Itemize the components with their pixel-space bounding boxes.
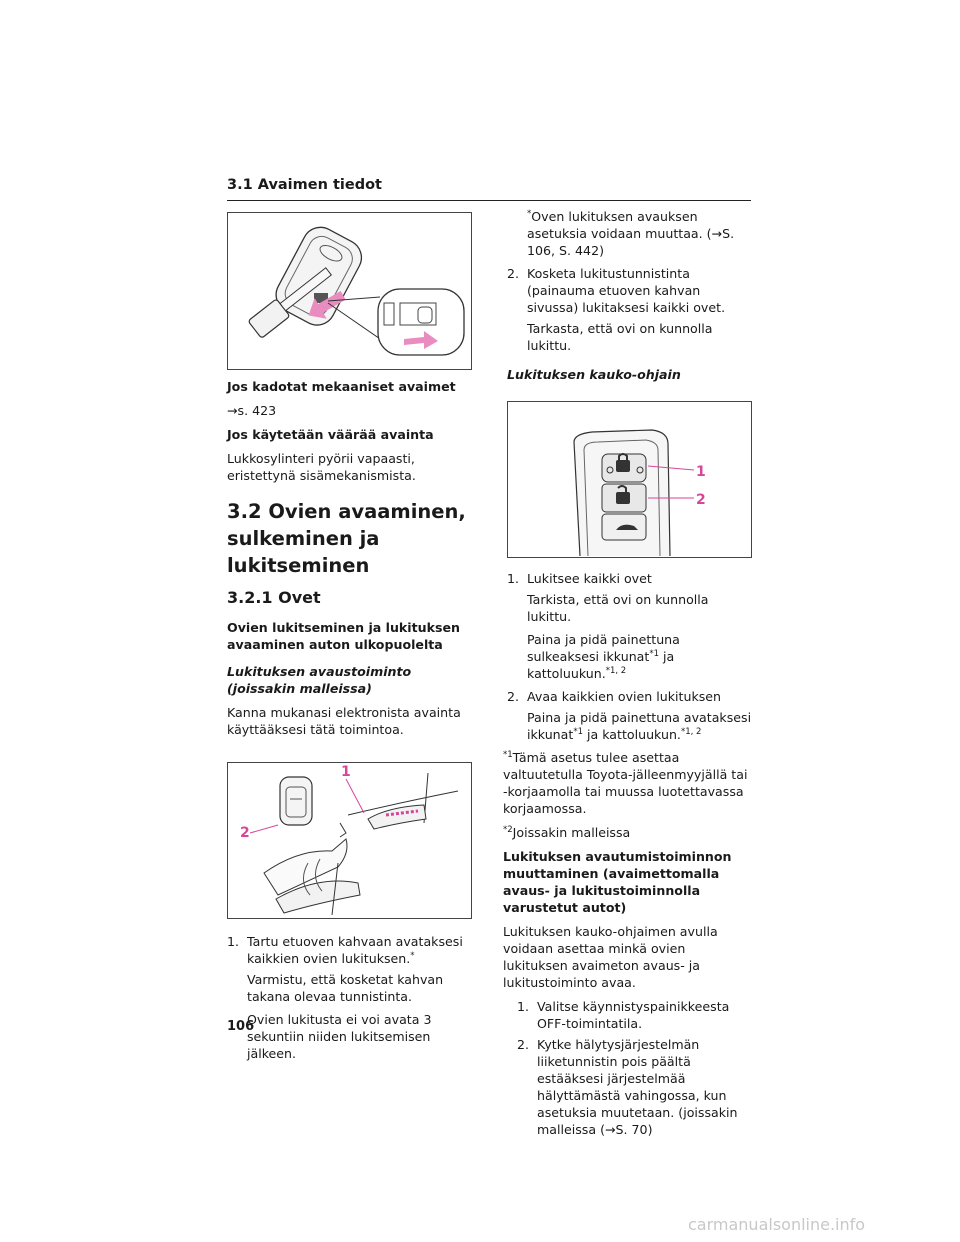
step-number: 2. (507, 689, 520, 704)
footnote-1 (503, 749, 752, 817)
step1-note-2: Ovien lukitusta ei voi avata 3 sekuntiin niiden lukitsemisen jälkeen. (247, 1012, 432, 1061)
step-number: 1. (227, 934, 240, 949)
figure-mechanical-key (227, 212, 472, 370)
figure-door-handle (227, 762, 472, 919)
key-illustration (228, 213, 471, 369)
lost-keys-ref: →s. 423 (227, 403, 277, 418)
callout-2: 2 (696, 492, 706, 508)
note-text: Oven lukituksen avauksen asetuksia voidaan muuttaa. (→S. 106, S. 442) (527, 209, 735, 258)
wrong-key-text: Lukkosylinteri pyörii vapaasti, eristettynä sisämekanismista. (227, 451, 416, 483)
step1-text: Tartu etuoven kahvaan avataksesi kaikkien ovien lukituksen. (247, 934, 463, 966)
remote-step1-text: Lukitsee kaikki ovet (527, 571, 652, 586)
footnote-marker: *1 (503, 750, 513, 760)
change-step-2 (507, 1036, 752, 1138)
step2-text: Kosketa lukitustunnistinta (painauma etuoven kahvan sivussa) lukitaksesi kaikki ovet. (527, 266, 726, 315)
footnote-marker: *2 (503, 825, 513, 835)
remote-step1-note-1: Tarkista, että ovi on kunnolla lukittu. (527, 592, 709, 624)
step-1 (227, 933, 472, 967)
heading-remote: Lukituksen kauko-ohjain (507, 367, 681, 382)
step1-note-1: Varmistu, että kosketat kahvan takana olevaa tunnistinta. (247, 972, 444, 1004)
section-header: 3.1 Avaimen tiedot (227, 177, 382, 193)
change-unlock-text: Lukituksen kauko-ohjaimen avulla voidaan asettaa minkä ovien lukituksen avaimeton avaus- ja lukitustoiminto avaa. (503, 924, 718, 990)
remote-step-1 (507, 570, 752, 587)
heading-lost-keys: Jos kadotat mekaaniset avaimet (227, 379, 456, 394)
step-number: 2. (517, 1037, 530, 1052)
footnote-ref: *1 (573, 727, 583, 737)
callout-1: 1 (341, 764, 351, 780)
step-number: 2. (507, 266, 520, 281)
left-column (227, 378, 472, 1068)
footnote-text: Joissakin malleissa (512, 825, 631, 840)
remote-illustration (508, 402, 751, 557)
watermark: carmanualsonline.info (688, 1215, 866, 1234)
footnote-ref: * (410, 951, 415, 961)
step-number: 1. (507, 571, 520, 586)
heading-wrong-key: Jos käytetään väärää avainta (227, 427, 434, 442)
note-text: ja kattoluukun. (527, 649, 675, 681)
right-column (503, 208, 752, 1142)
remote-step-2 (507, 688, 752, 705)
step2-note: Tarkasta, että ovi on kunnolla lukittu. (527, 321, 713, 353)
remote-step1-note-2 (507, 631, 752, 682)
callout-1: 1 (696, 464, 706, 480)
footnote-text: Tämä asetus tulee asettaa valtuutetulla Toyota-jälleenmyyjällä tai -korjaamolla tai muussa luotettavassa korjaamossa. (503, 750, 748, 816)
section-title-3-2: 3.2 Ovien avaaminen, sulkeminen ja lukitseminen (227, 500, 466, 577)
footnote-ref: *1 (649, 649, 660, 659)
heading-outside-locking: Ovien lukitseminen ja lukituksen avaaminen auton ulkopuolelta (227, 620, 460, 652)
step-text (247, 933, 472, 967)
smart-entry-text: Kanna mukanasi elektronista avainta käyttääksesi tätä toimintoa. (227, 705, 461, 737)
change-step1-text: Valitse käynnistyspainikkeesta OFF-toimintatila. (537, 999, 730, 1031)
footnote-ref: *1, 2 (680, 727, 702, 737)
header-rule (227, 200, 751, 201)
change-step2-text: Kytke hälytysjärjestelmän liiketunnistin pois päältä estääksesi järjestelmää hälyttämästä vahingossa, kun asetuksia muutetaan. (joissakin malleissa (→S. 70) (537, 1037, 738, 1137)
note-text: ja kattoluukun. (583, 727, 681, 742)
step-number: 1. (517, 999, 530, 1014)
remote-step2-text: Avaa kaikkien ovien lukituksen (527, 689, 722, 704)
callout-2: 2 (240, 825, 250, 841)
door-handle-illustration (228, 763, 471, 918)
footnote-ref: *1, 2 (605, 666, 627, 676)
change-step-1 (507, 998, 752, 1032)
footnote-ref: * (527, 209, 532, 219)
remote-step2-note (507, 709, 752, 743)
page-number: 106 (227, 1019, 255, 1034)
note-text: Paina ja pidä painettuna sulkeaksesi ikkunat (527, 632, 680, 664)
heading-smart-entry: Lukituksen avaustoiminto (joissakin malleissa) (227, 664, 412, 696)
note-text: Paina ja pidä painettuna avataksesi ikkunat (527, 710, 752, 742)
section-title-3-2-1: 3.2.1 Ovet (227, 588, 321, 607)
step-2 (507, 265, 752, 316)
figure-remote (507, 401, 752, 558)
unlock-settings-note (507, 208, 752, 259)
footnote-2 (503, 824, 752, 841)
heading-change-unlock: Lukituksen avautumistoiminnon muuttaminen (avaimettomalla avaus- ja lukitustoiminnolla varustetut autot) (503, 849, 732, 915)
